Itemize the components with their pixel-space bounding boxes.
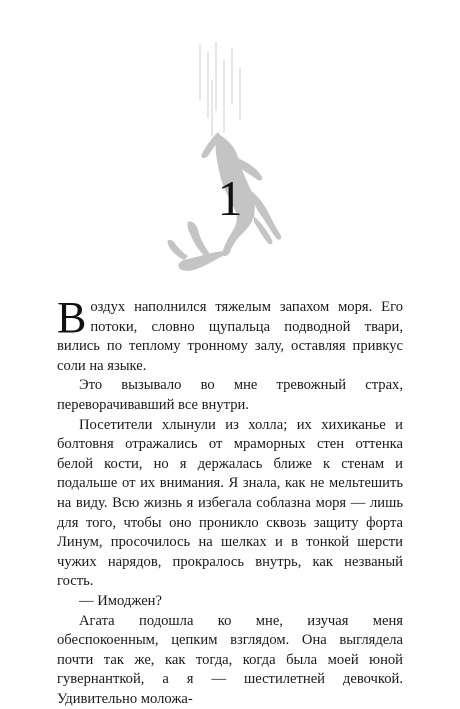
paragraph-4: — Имоджен? bbox=[57, 592, 403, 612]
paragraph-1 bbox=[57, 298, 403, 376]
paragraph-2: Это вызывало во мне тревожный страх, переворачивавший все внутри. bbox=[57, 376, 403, 415]
paragraph-1-text: оздух наполнился тяжелым запахом моря. Его потоки, словно щупальца подводной твари, вились по теплому тронному залу, оставляя привкус соли на языке. bbox=[57, 299, 403, 374]
falling-figure-illustration bbox=[150, 40, 300, 280]
drop-cap: В bbox=[57, 300, 86, 336]
paragraph-3: Посетители хлынули из холла; их хихиканье и болтовня отражались от мраморных стен оттенка белой кости, но я держалась ближе к стенам и подальше от их внимания. Я знала, как не мельтешить на виду. Всю жизнь я избегала соблазна моря — лишь для того, чтобы оно проникло сквозь защиту форта Линум, просочилось на шелках и в тонкой шерсти чужих нарядов, прокралось внутрь, как незваный гость. bbox=[57, 416, 403, 592]
paragraph-5: Агата подошла ко мне, изучая меня обеспокоенным, цепким взглядом. Она выглядела почти так же, как тогда, когда была моей юной гувернанткой, а я — шестилетней девочкой. Удивительно моложа- bbox=[57, 612, 403, 709]
chapter-body-text bbox=[57, 298, 403, 709]
chapter-number: 1 bbox=[0, 168, 460, 228]
